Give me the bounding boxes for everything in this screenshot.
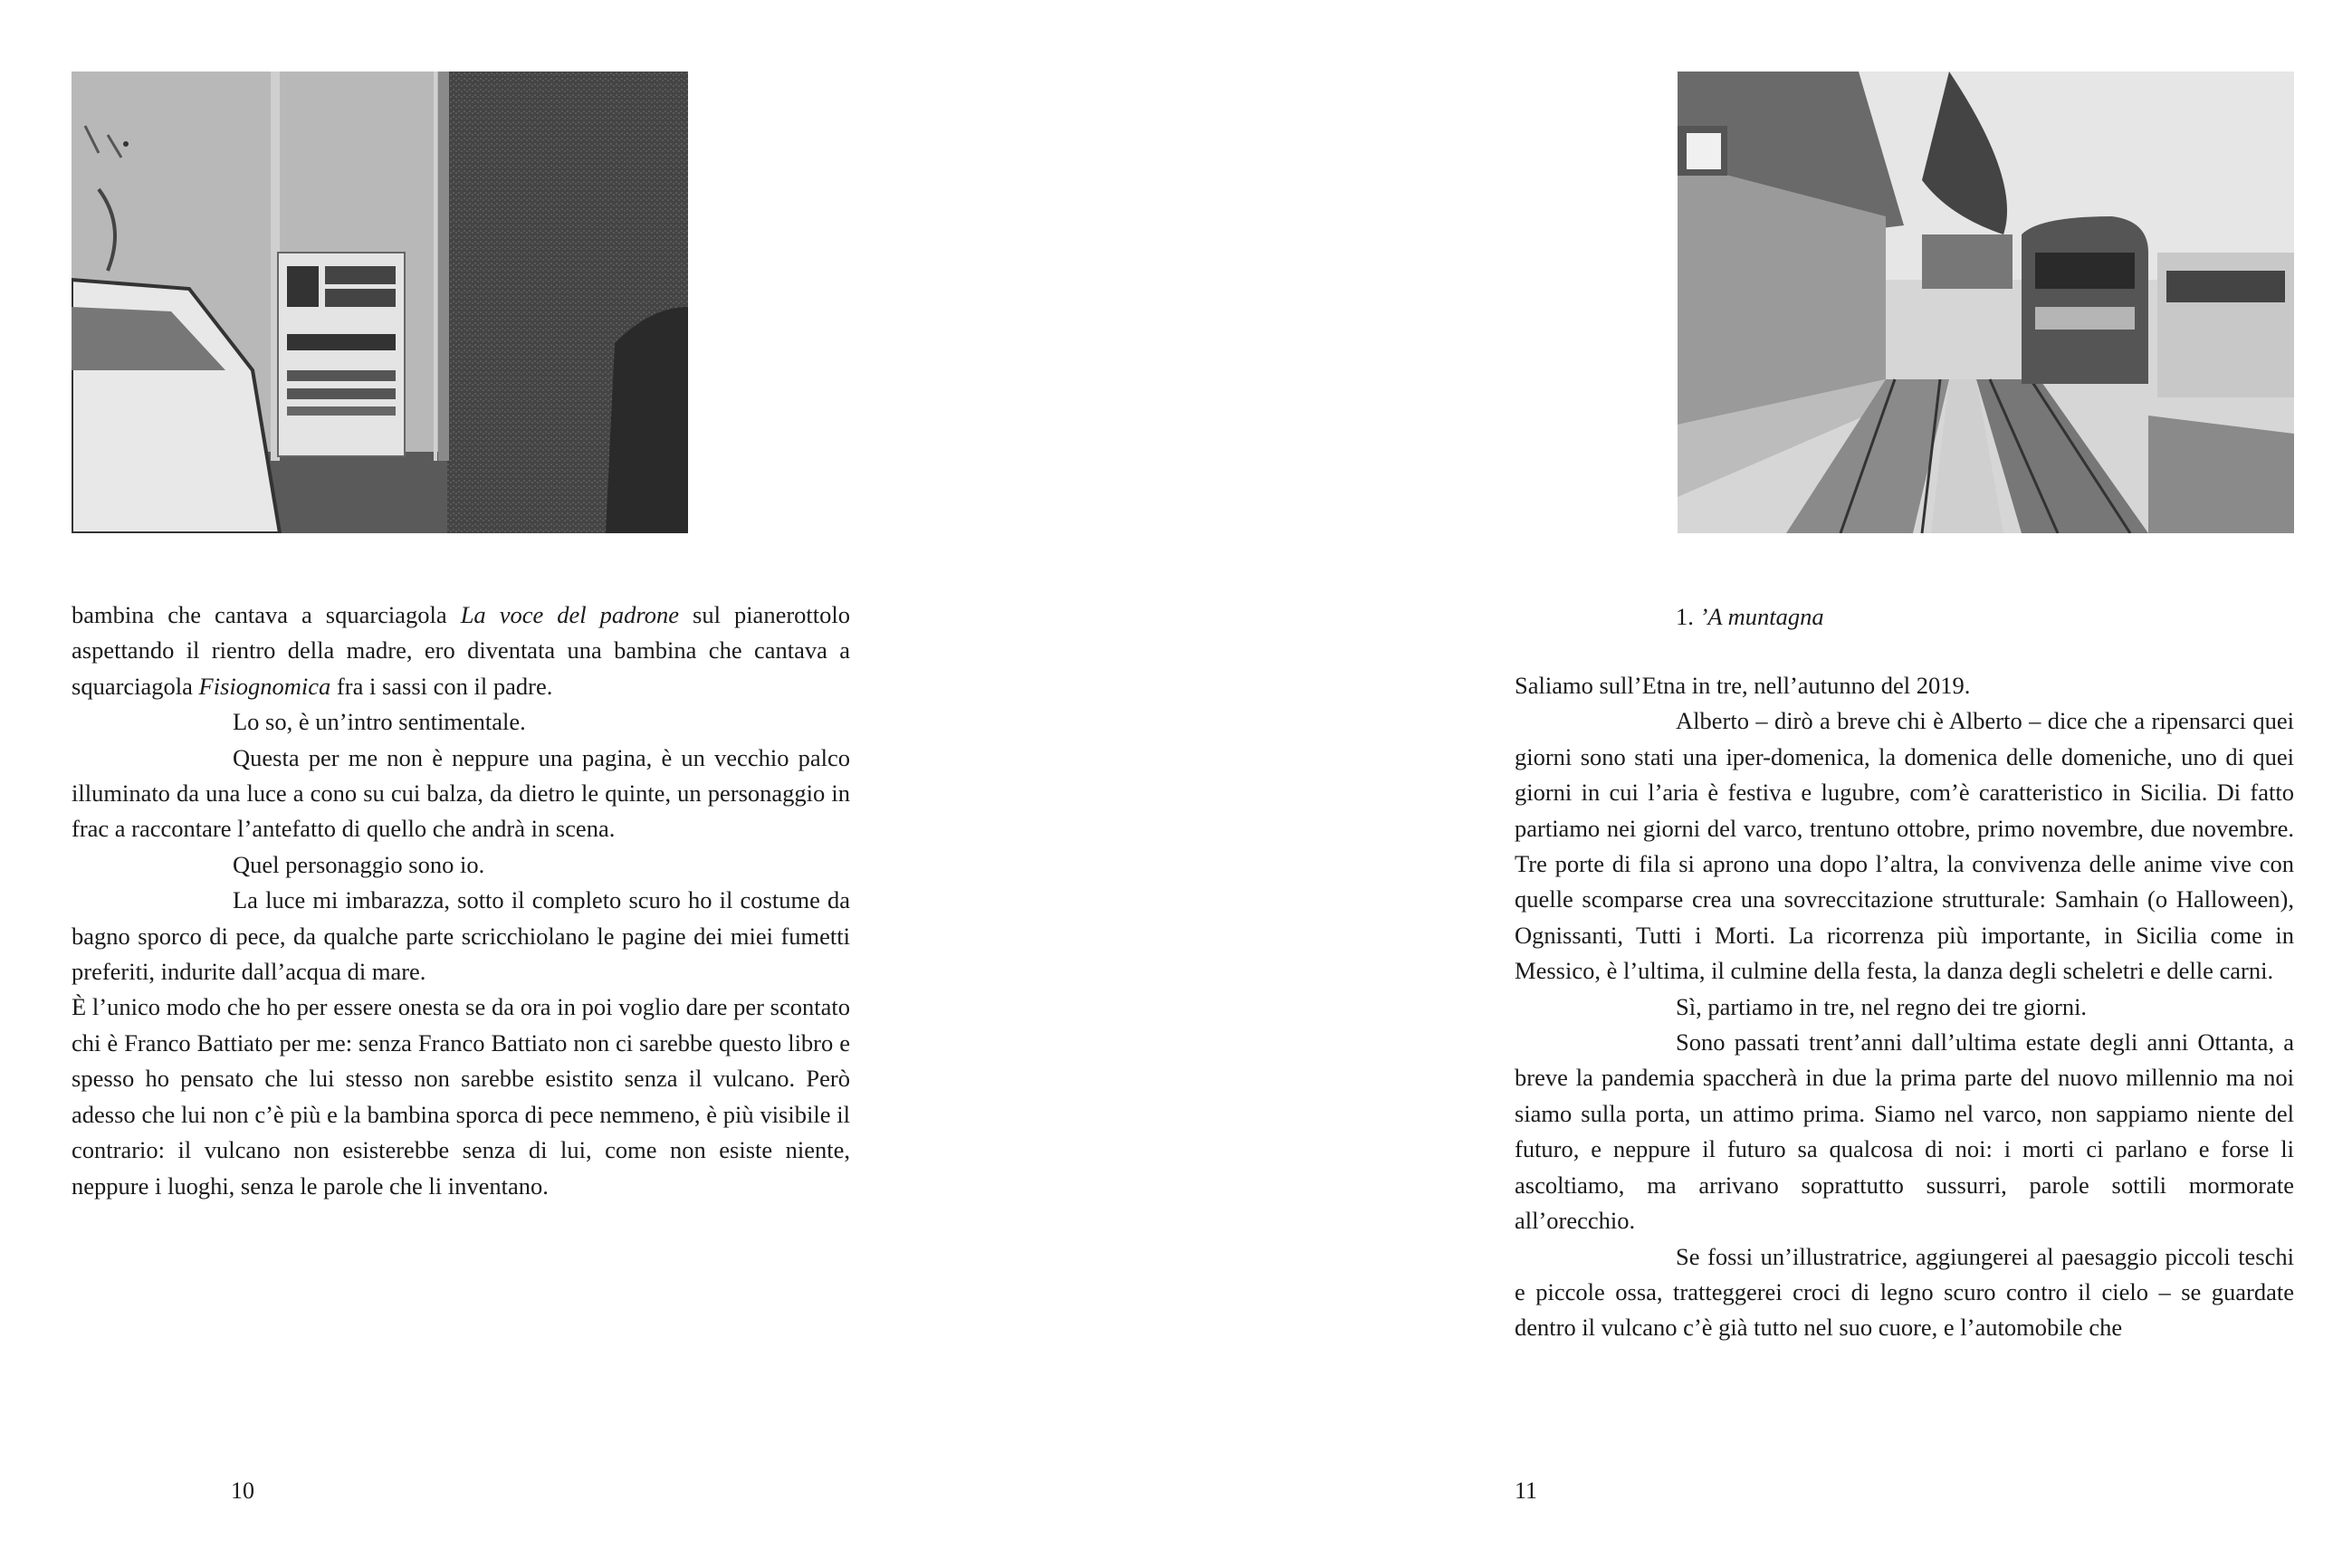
left-body-text [72, 598, 850, 1204]
paragraph: Quel personaggio sono io. [233, 850, 485, 878]
paragraph: Sono passati trent’anni dall’ultima estate degli anni Ottanta, a breve la pandemia spaccherà in due la prima parte del nuovo millennio ma noi siamo sulla porta, un attimo prima. Siamo nel varco, non sappiamo niente del futuro, e neppure il futuro sa qualcosa di noi: i morti ci parlano e forse li ascoltiamo, ma arrivano soprattutto sussurri, parole sottili mormorate all’orecchio. [1515, 1028, 2294, 1235]
page-number: 11 [1515, 1477, 1538, 1504]
paragraph: Lo so, è un’intro sentimentale. [233, 708, 526, 736]
photo-train-station-image [1678, 72, 2294, 533]
paragraph: Questa per me non è neppure una pagina, è un vecchio palco illuminato da una luce a cono su cui balza, da dietro le quinte, un personaggio in frac a raccontare l’antefatto di quello che andrà in scena. [72, 743, 850, 843]
photo-wall-poster-image [72, 72, 688, 533]
right-body-text [1515, 668, 2294, 1346]
right-page [1176, 0, 2352, 1568]
paragraph: Se fossi un’illustratrice, aggiungerei al paesaggio piccoli teschi e piccole ossa, tratteggerei croci di legno scuro contro il cielo – se guardate dentro il vulcano c’è già tutto nel suo cuore, e l’automobile che [1515, 1242, 2294, 1342]
photo-train-station [1678, 72, 2294, 533]
photo-wall-poster [72, 72, 688, 533]
paragraph: bambina che cantava a squarciagola La voce del padrone sul pianerottolo aspettando il rientro della madre, ero diventata una bambina che cantava a squarciagola Fisiognomica fra i sassi con il padre. [72, 601, 850, 700]
chapter-title: 1. ’A muntagna [1676, 603, 1824, 630]
paragraph: Alberto – dirò a breve chi è Alberto – dice che a ripensarci quei giorni sono stati una iper-domenica, la domenica delle domeniche, uno di quei giorni in cui l’aria è festiva e lugubre, com’è caratteristico in Sicilia. Di fatto partiamo nei giorni del varco, trentuno ottobre, primo novembre, due novembre. Tre porte di fila si aprono una dopo l’altra, la convivenza delle anime vive con quelle scomparse crea una sovreccitazione strutturale: Samhain (o Halloween), Ognissanti, Tutti i Morti. La ricorrenza più importante, in Sicilia come in Messico, è l’ultima, il culmine della festa, la danza degli scheletri e delle carni. [1515, 707, 2294, 985]
paragraph: Saliamo sull’Etna in tre, nell’autunno del 2019. [1515, 672, 1971, 699]
paragraph: La luce mi imbarazza, sotto il completo scuro ho il costume da bagno sporco di pece, da qualche parte scricchiolano le pagine dei miei fumetti preferiti, indurite dall’acqua di mare. [72, 886, 850, 986]
paragraph: Sì, partiamo in tre, nel regno dei tre giorni. [1676, 992, 2088, 1020]
page-number: 10 [231, 1477, 254, 1504]
paragraph: È l’unico modo che ho per essere onesta se da ora in poi voglio dare per scontato chi è Franco Battiato per me: senza Franco Battiato non ci sarebbe questo libro e spesso ho pensato che lui stesso non sarebbe esistito senza il vulcano. Però adesso che lui non c’è più e la bambina sporca di pece nemmeno, è più visibile il contrario: il vulcano non esisterebbe senza di lui, come non esiste niente, neppure i luoghi, senza le parole che li inventano. [72, 993, 850, 1200]
